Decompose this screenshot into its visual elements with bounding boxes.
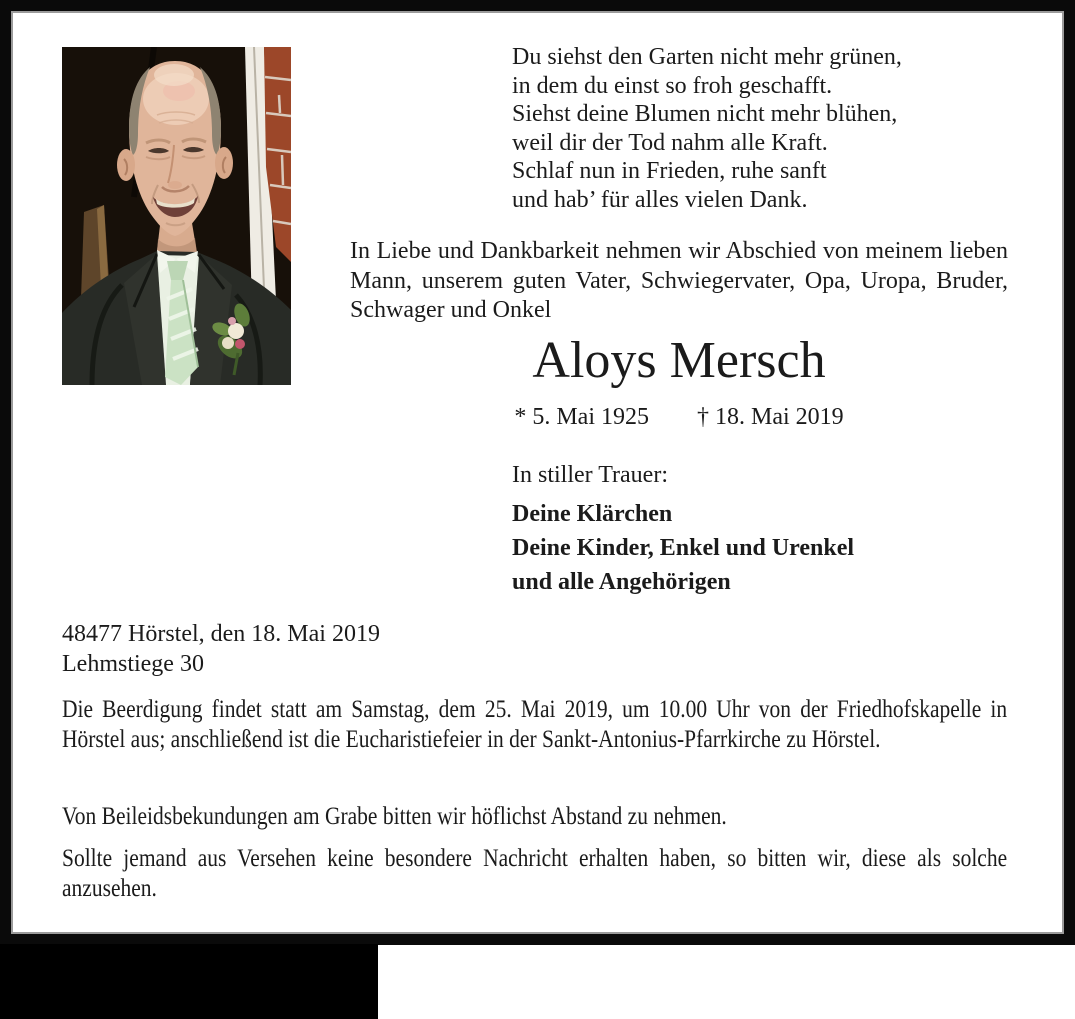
photo-crown-shine [154,64,194,86]
deceased-name: Aloys Mersch [532,332,826,389]
mourner-line: Deine Kinder, Enkel und Urenkel [512,535,855,561]
poem-line: und hab’ für alles vielen Dank. [512,186,808,213]
closing-note: Sollte jemand aus Versehen keine besondere Nachricht erhalten haben, so bitten wir, diese als solche anzusehen. [62,845,1008,902]
mourner-line: und alle Angehörigen [512,569,731,595]
poem-line: Du siehst den Garten nicht mehr grünen, [512,44,902,70]
address-block [62,619,380,679]
poem-line: in dem du einst so froh geschafft. [512,72,833,99]
condolence-note: Von Beileidsbekundungen am Grabe bitten wir höflichst Abstand zu nehmen. [62,803,727,830]
life-dates [350,402,1008,432]
place-date-line: 48477 Hörstel, den 18. Mai 2019 [62,621,380,647]
poem-line: weil dir der Tod nahm alle Kraft. [512,129,828,156]
mourning-label: In stiller Trauer: [512,462,668,488]
birth-date: * 5. Mai 1925 [514,404,649,430]
funeral-info: Die Beerdigung findet statt am Samstag, dem 25. Mai 2019, um 10.00 Uhr von der Friedhofskapelle in Hörstel aus; anschließend ist die Eucharistiefeier in der Sankt-Antonius-Pfarrkirche zu Hörstel. [62,696,1008,753]
poem-line: Siehst deine Blumen nicht mehr blühen, [512,101,898,128]
death-date: † 18. Mai 2019 [697,404,844,430]
adjacent-black-block [0,944,378,1019]
mourner-line: Deine Klärchen [512,501,673,527]
portrait-photo [62,47,291,385]
street-line: Lehmstiege 30 [62,651,204,677]
poem-line: Schlaf nun in Frieden, ruhe sanft [512,158,827,185]
farewell-text: In Liebe und Dankbarkeit nehmen wir Abschied von meinem lieben Mann, unserem guten Vater, Schwiegervater, Opa, Uropa, Bruder, Schwager und Onkel [350,238,1008,323]
memorial-poem [512,43,902,215]
mourners-list [512,497,854,599]
